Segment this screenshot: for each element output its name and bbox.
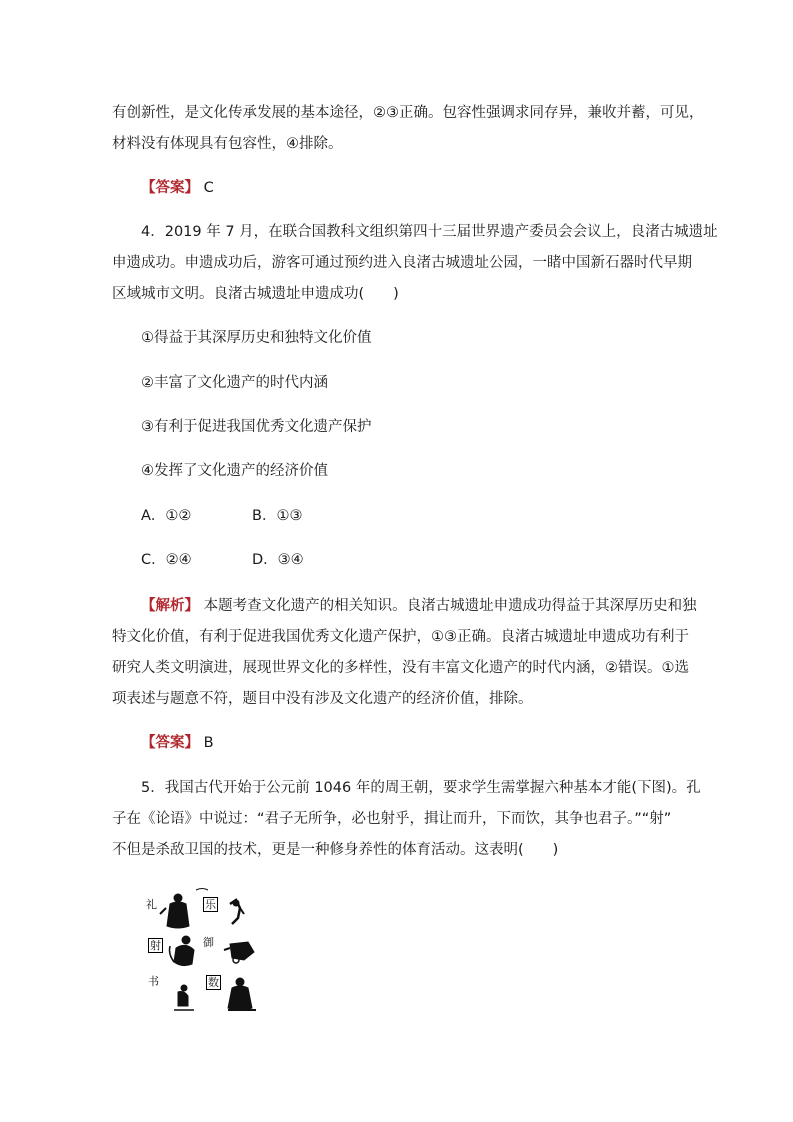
option-d: D．③④ (252, 552, 304, 568)
yu-label: 御 (203, 936, 214, 949)
q5-stem-line-2: 子在《论语》中说过：“君子无所争，必也射乎，揖让而升，下而饮，其争也君子。”“射” (112, 811, 672, 827)
q4-analysis-line-1 (141, 596, 697, 616)
q4-analysis-line-4: 项表述与题意不符，题目中没有涉及文化遗产的经济价值，排除。 (112, 691, 533, 707)
li-label: 礼 (146, 898, 157, 911)
q4-stem-line-3: 区域城市文明。良渚古城遗址申遗成功( ) (112, 286, 399, 302)
yue-person-icon (230, 900, 244, 924)
q4-options-row-2 (141, 550, 441, 570)
q4-analysis-line-3: 研究人类文明演进，展现世界文化的多样性，没有丰富文化遗产的时代内涵，②错误。①选 (112, 660, 689, 676)
q5-stem-line-1: 5．我国古代开始于公元前 1046 年的周王朝，要求学生需掌握六种基本才能(下图)。孔 (141, 780, 701, 796)
answer-tag: 【答案】 (141, 735, 199, 751)
analysis-tag: 【解析】 (141, 598, 199, 614)
she-person-icon (170, 936, 195, 966)
answer-value: B (203, 735, 214, 751)
prev-analysis-line-2: 材料没有体现具有包容性，④排除。 (112, 136, 343, 152)
answer-tag: 【答案】 (141, 180, 199, 196)
q4-answer (141, 733, 214, 753)
yue-label: 乐 (205, 898, 216, 911)
she-label: 射 (150, 939, 161, 952)
q4-analysis-line-2: 特文化价值，有利于促进我国优秀文化遗产保护，①③正确。良渚古城遗址申遗成功有利于 (112, 629, 689, 645)
shu-book-person-icon (174, 985, 194, 1010)
shu-book-label: 书 (148, 975, 159, 988)
q4-item-4: ④发挥了文化遗产的经济价值 (141, 463, 328, 479)
q4-item-3: ③有利于促进我国优秀文化遗产保护 (141, 419, 372, 435)
prev-answer (141, 178, 214, 198)
shu-math-person-icon (228, 978, 256, 1010)
six-arts-figure (140, 872, 275, 1020)
q5-stem-line-3: 不但是杀敌卫国的技术，更是一种修身养性的体育活动。这表明( ) (112, 842, 559, 858)
option-a: A．①② (141, 508, 192, 524)
answer-value: C (203, 180, 214, 196)
option-b: B．①③ (252, 508, 303, 524)
q4-stem-line-2: 申遗成功。申遗成功后，游客可通过预约进入良渚古城遗址公园，一睹中国新石器时代早期 (112, 255, 692, 271)
option-c: C．②④ (141, 552, 192, 568)
shu-math-label: 数 (208, 976, 219, 989)
yu-chariot-icon (224, 942, 254, 963)
analysis-text: 本题考查文化遗产的相关知识。良渚古城遗址申遗成功得益于其深厚历史和独 (203, 598, 697, 614)
prev-analysis-line-1: 有创新性，是文化传承发展的基本途径，②③正确。包容性强调求同存异，兼收并蓄，可见， (112, 105, 704, 121)
li-person-icon (160, 894, 189, 928)
q4-item-2: ②丰富了文化遗产的时代内涵 (141, 375, 328, 391)
six-arts-illustration (140, 872, 275, 1020)
q4-options-row-1 (141, 506, 441, 526)
q4-stem-line-1: 4．2019 年 7 月，在联合国教科文组织第四十三届世界遗产委员会会议上，良渚古城遗址 (141, 224, 718, 240)
q4-item-1: ①得益于其深厚历史和独特文化价值 (141, 330, 372, 346)
